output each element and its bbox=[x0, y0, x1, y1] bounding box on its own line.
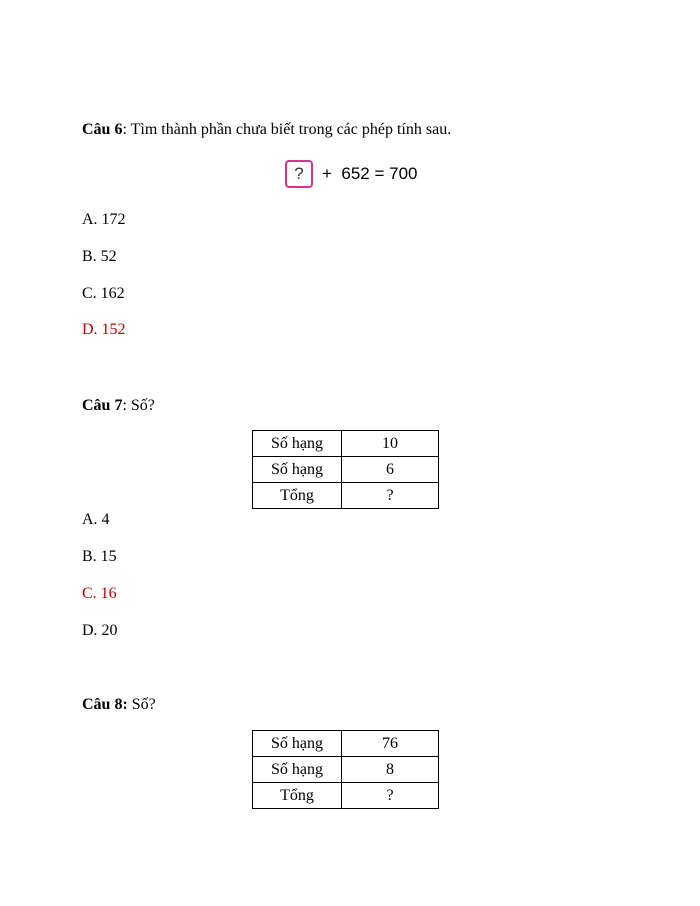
table-row bbox=[253, 457, 439, 483]
q7-option-d: D. 20 bbox=[82, 622, 118, 639]
q6-option-d: D. 152 bbox=[82, 321, 126, 338]
table-cell: Số hạng bbox=[253, 431, 342, 457]
table-cell: Số hạng bbox=[253, 457, 342, 483]
question-6-equation bbox=[285, 158, 417, 190]
question-8-label: Câu 8: bbox=[82, 696, 128, 713]
table-cell: 76 bbox=[342, 731, 439, 757]
table-cell: 10 bbox=[342, 431, 439, 457]
q7-option-a: A. 4 bbox=[82, 511, 110, 528]
table-cell: Tổng bbox=[253, 783, 342, 809]
question-7-title bbox=[82, 396, 155, 416]
table-row bbox=[253, 783, 439, 809]
table-cell: Số hạng bbox=[253, 731, 342, 757]
question-8-table bbox=[252, 730, 439, 809]
question-6-title bbox=[82, 120, 451, 140]
unknown-box: ? bbox=[285, 160, 313, 188]
question-8-text: Số? bbox=[127, 696, 156, 713]
q6-option-c: C. 162 bbox=[82, 285, 125, 302]
table-row bbox=[253, 757, 439, 783]
table-cell: Số hạng bbox=[253, 757, 342, 783]
table-cell: ? bbox=[342, 483, 439, 509]
question-6-text: : Tìm thành phần chưa biết trong các phép tính sau. bbox=[122, 121, 452, 138]
table-cell: 8 bbox=[342, 757, 439, 783]
equation-rest: + 652 = 700 bbox=[322, 164, 418, 183]
question-6-label: Câu 6 bbox=[82, 121, 123, 138]
q6-option-a: A. 172 bbox=[82, 211, 126, 228]
table-row bbox=[253, 431, 439, 457]
table-row bbox=[253, 483, 439, 509]
question-7-label: Câu 7 bbox=[82, 397, 123, 414]
table-row bbox=[253, 731, 439, 757]
table-cell: 6 bbox=[342, 457, 439, 483]
q7-option-c: C. 16 bbox=[82, 585, 117, 602]
question-7-table bbox=[252, 430, 439, 509]
table-cell: ? bbox=[342, 783, 439, 809]
question-8-title bbox=[82, 695, 156, 715]
q6-option-b: B. 52 bbox=[82, 248, 117, 265]
table-cell: Tổng bbox=[253, 483, 342, 509]
question-7-text: : Số? bbox=[122, 397, 155, 414]
q7-option-b: B. 15 bbox=[82, 548, 117, 565]
